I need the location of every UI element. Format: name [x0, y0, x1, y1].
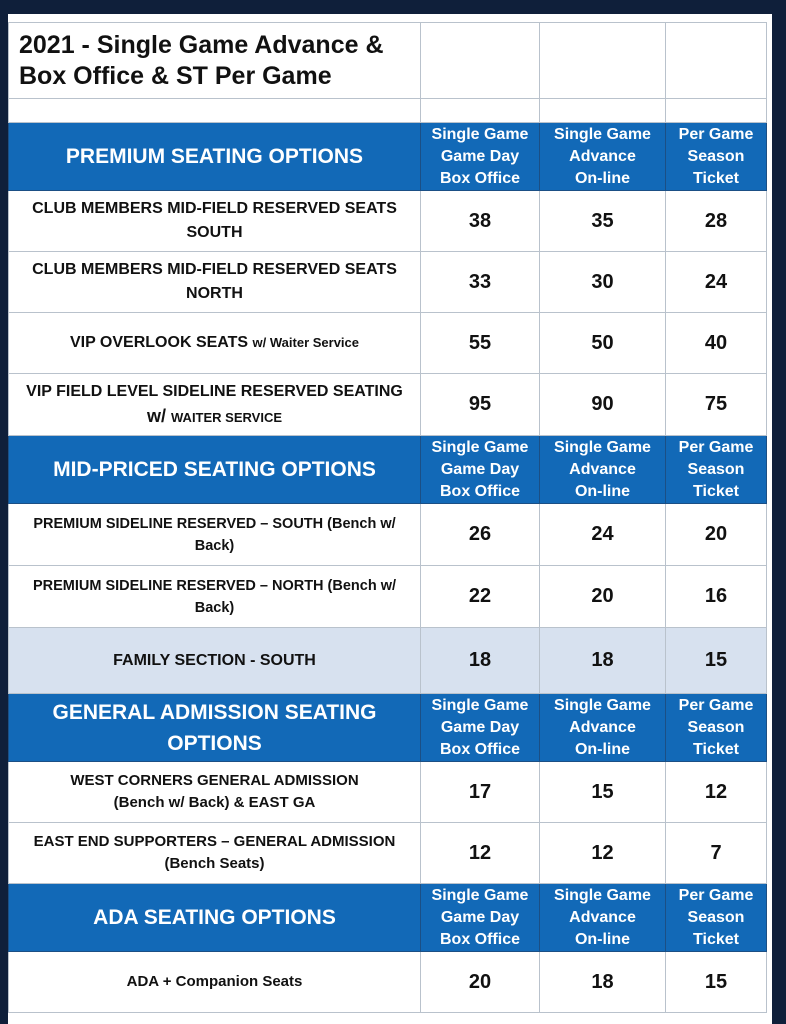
seat-label-line: PREMIUM SIDELINE RESERVED – SOUTH (Bench w/: [33, 515, 396, 532]
col-header-season: [666, 884, 767, 952]
seat-label-line: [21, 404, 408, 430]
section-header-mid: [9, 436, 767, 504]
section-title-line: GENERAL ADMISSION SEATING: [52, 700, 377, 724]
col-header-season: [666, 436, 767, 504]
col-header-line: Ticket: [693, 482, 739, 500]
empty-cell: [9, 99, 421, 123]
price-season: 15: [666, 628, 767, 694]
table-row: [9, 374, 767, 436]
price-advance: 18: [540, 952, 666, 1013]
title-line-1: 2021 - Single Game Advance &: [19, 30, 384, 59]
seat-label-line: ADA + Companion Seats: [126, 973, 303, 990]
col-header-box-office: [421, 884, 540, 952]
table-row: [9, 252, 767, 313]
seat-label-sub: w/ Waiter Service: [252, 335, 360, 350]
seat-label: [9, 628, 421, 694]
col-header-line: Advance: [569, 718, 636, 736]
seat-label-line: Back): [194, 599, 235, 616]
seat-label-main: VIP OVERLOOK SEATS: [69, 334, 253, 351]
seat-label-line: VIP FIELD LEVEL SIDELINE RESERVED SEATING: [26, 382, 403, 400]
seat-label: [9, 191, 421, 252]
col-header-line: Per Game: [678, 886, 754, 904]
price-advance: 15: [540, 762, 666, 823]
col-header-line: Game Day: [440, 147, 520, 165]
col-header-line: Single Game: [431, 696, 529, 714]
section-header-ada: [9, 884, 767, 952]
price-box-office: 33: [421, 252, 540, 313]
seat-label-line: SOUTH: [186, 224, 243, 241]
table-row: [9, 313, 767, 374]
table-title: [9, 23, 421, 99]
col-header-line: Game Day: [440, 460, 520, 478]
price-advance: 50: [540, 313, 666, 374]
section-header-general: [9, 694, 767, 762]
col-header-line: On-line: [574, 482, 631, 500]
price-season: 12: [666, 762, 767, 823]
title-line-2: Box Office & ST Per Game: [19, 61, 332, 90]
col-header-line: Box Office: [439, 169, 520, 187]
col-header-line: Box Office: [439, 740, 520, 758]
price-sheet: [8, 14, 772, 1024]
seat-label-line: CLUB MEMBERS MID-FIELD RESERVED SEATS: [32, 261, 397, 278]
col-header-line: Season: [687, 460, 745, 478]
col-header-line: Single Game: [554, 886, 651, 904]
col-header-line: Single Game: [554, 438, 651, 456]
col-header-line: Per Game: [678, 438, 754, 456]
price-advance: 12: [540, 823, 666, 884]
empty-cell: [666, 23, 767, 99]
seat-label: [9, 252, 421, 313]
spacer-row: [9, 99, 767, 123]
seat-label: [9, 504, 421, 566]
section-title: MID-PRICED SEATING OPTIONS: [9, 436, 421, 504]
seat-label-line: NORTH: [186, 285, 243, 302]
seat-label-line: EAST END SUPPORTERS – GENERAL ADMISSION: [33, 833, 396, 850]
seat-label-line: CLUB MEMBERS MID-FIELD RESERVED SEATS: [32, 200, 397, 217]
seat-label: [9, 374, 421, 436]
col-header-line: Game Day: [440, 718, 520, 736]
col-header-line: On-line: [574, 740, 631, 758]
col-header-line: Per Game: [678, 696, 754, 714]
col-header-line: Single Game: [431, 438, 529, 456]
seat-label: [9, 313, 421, 374]
col-header-advance: [540, 694, 666, 762]
seat-label: [9, 823, 421, 884]
price-season: 7: [666, 823, 767, 884]
price-advance: 18: [540, 628, 666, 694]
col-header-line: Ticket: [693, 930, 739, 948]
col-header-line: Single Game: [431, 886, 529, 904]
col-header-season: [666, 694, 767, 762]
col-header-line: Advance: [569, 147, 636, 165]
section-title: ADA SEATING OPTIONS: [9, 884, 421, 952]
col-header-line: Box Office: [439, 930, 520, 948]
section-title: [9, 694, 421, 762]
col-header-line: Ticket: [693, 169, 739, 187]
col-header-line: Advance: [569, 908, 636, 926]
empty-cell: [666, 99, 767, 123]
col-header-line: Season: [687, 718, 745, 736]
empty-cell: [540, 99, 666, 123]
seat-label: [9, 762, 421, 823]
col-header-line: Single Game: [431, 125, 529, 143]
price-box-office: 26: [421, 504, 540, 566]
seat-label: [9, 566, 421, 628]
col-header-line: On-line: [574, 930, 631, 948]
empty-cell: [421, 23, 540, 99]
col-header-line: On-line: [574, 169, 631, 187]
seat-label-main: w/: [146, 405, 171, 426]
title-row: [9, 23, 767, 99]
col-header-season: [666, 123, 767, 191]
seat-label-sub: WAITER SERVICE: [171, 409, 283, 425]
price-season: 28: [666, 191, 767, 252]
table-row: [9, 191, 767, 252]
table-row: [9, 952, 767, 1013]
table-row: [9, 566, 767, 628]
price-box-office: 12: [421, 823, 540, 884]
col-header-line: Season: [687, 147, 745, 165]
price-season: 16: [666, 566, 767, 628]
price-season: 15: [666, 952, 767, 1013]
col-header-box-office: [421, 694, 540, 762]
price-box-office: 95: [421, 374, 540, 436]
table-row: [9, 762, 767, 823]
col-header-advance: [540, 123, 666, 191]
seat-label-line: (Bench w/ Back) & EAST GA: [113, 794, 316, 811]
section-header-premium: [9, 123, 767, 191]
col-header-line: Game Day: [440, 908, 520, 926]
col-header-advance: [540, 436, 666, 504]
ticket-price-table: [8, 22, 767, 1013]
empty-cell: [540, 23, 666, 99]
price-box-office: 38: [421, 191, 540, 252]
table-row: [9, 504, 767, 566]
price-box-office: 20: [421, 952, 540, 1013]
price-season: 20: [666, 504, 767, 566]
price-advance: 20: [540, 566, 666, 628]
col-header-box-office: [421, 436, 540, 504]
col-header-line: Box Office: [439, 482, 520, 500]
seat-label: [9, 952, 421, 1013]
price-season: 24: [666, 252, 767, 313]
col-header-line: Single Game: [554, 696, 651, 714]
price-advance: 24: [540, 504, 666, 566]
price-advance: 35: [540, 191, 666, 252]
price-box-office: 18: [421, 628, 540, 694]
col-header-box-office: [421, 123, 540, 191]
price-box-office: 17: [421, 762, 540, 823]
col-header-advance: [540, 884, 666, 952]
seat-label-line: PREMIUM SIDELINE RESERVED – NORTH (Bench w/: [32, 577, 397, 594]
price-season: 40: [666, 313, 767, 374]
section-title-line: OPTIONS: [167, 731, 262, 755]
seat-label-line: FAMILY SECTION - SOUTH: [113, 651, 316, 669]
price-advance: 30: [540, 252, 666, 313]
section-title: PREMIUM SEATING OPTIONS: [9, 123, 421, 191]
table-row: [9, 628, 767, 694]
col-header-line: Per Game: [678, 125, 754, 143]
seat-label-line: (Bench Seats): [164, 855, 265, 872]
table-row: [9, 823, 767, 884]
price-box-office: 22: [421, 566, 540, 628]
empty-cell: [421, 99, 540, 123]
col-header-line: Ticket: [693, 740, 739, 758]
seat-label-line: Back): [194, 537, 235, 554]
price-advance: 90: [540, 374, 666, 436]
col-header-line: Single Game: [554, 125, 651, 143]
col-header-line: Advance: [569, 460, 636, 478]
price-box-office: 55: [421, 313, 540, 374]
price-season: 75: [666, 374, 767, 436]
col-header-line: Season: [687, 908, 745, 926]
seat-label-line: WEST CORNERS GENERAL ADMISSION: [70, 772, 359, 789]
